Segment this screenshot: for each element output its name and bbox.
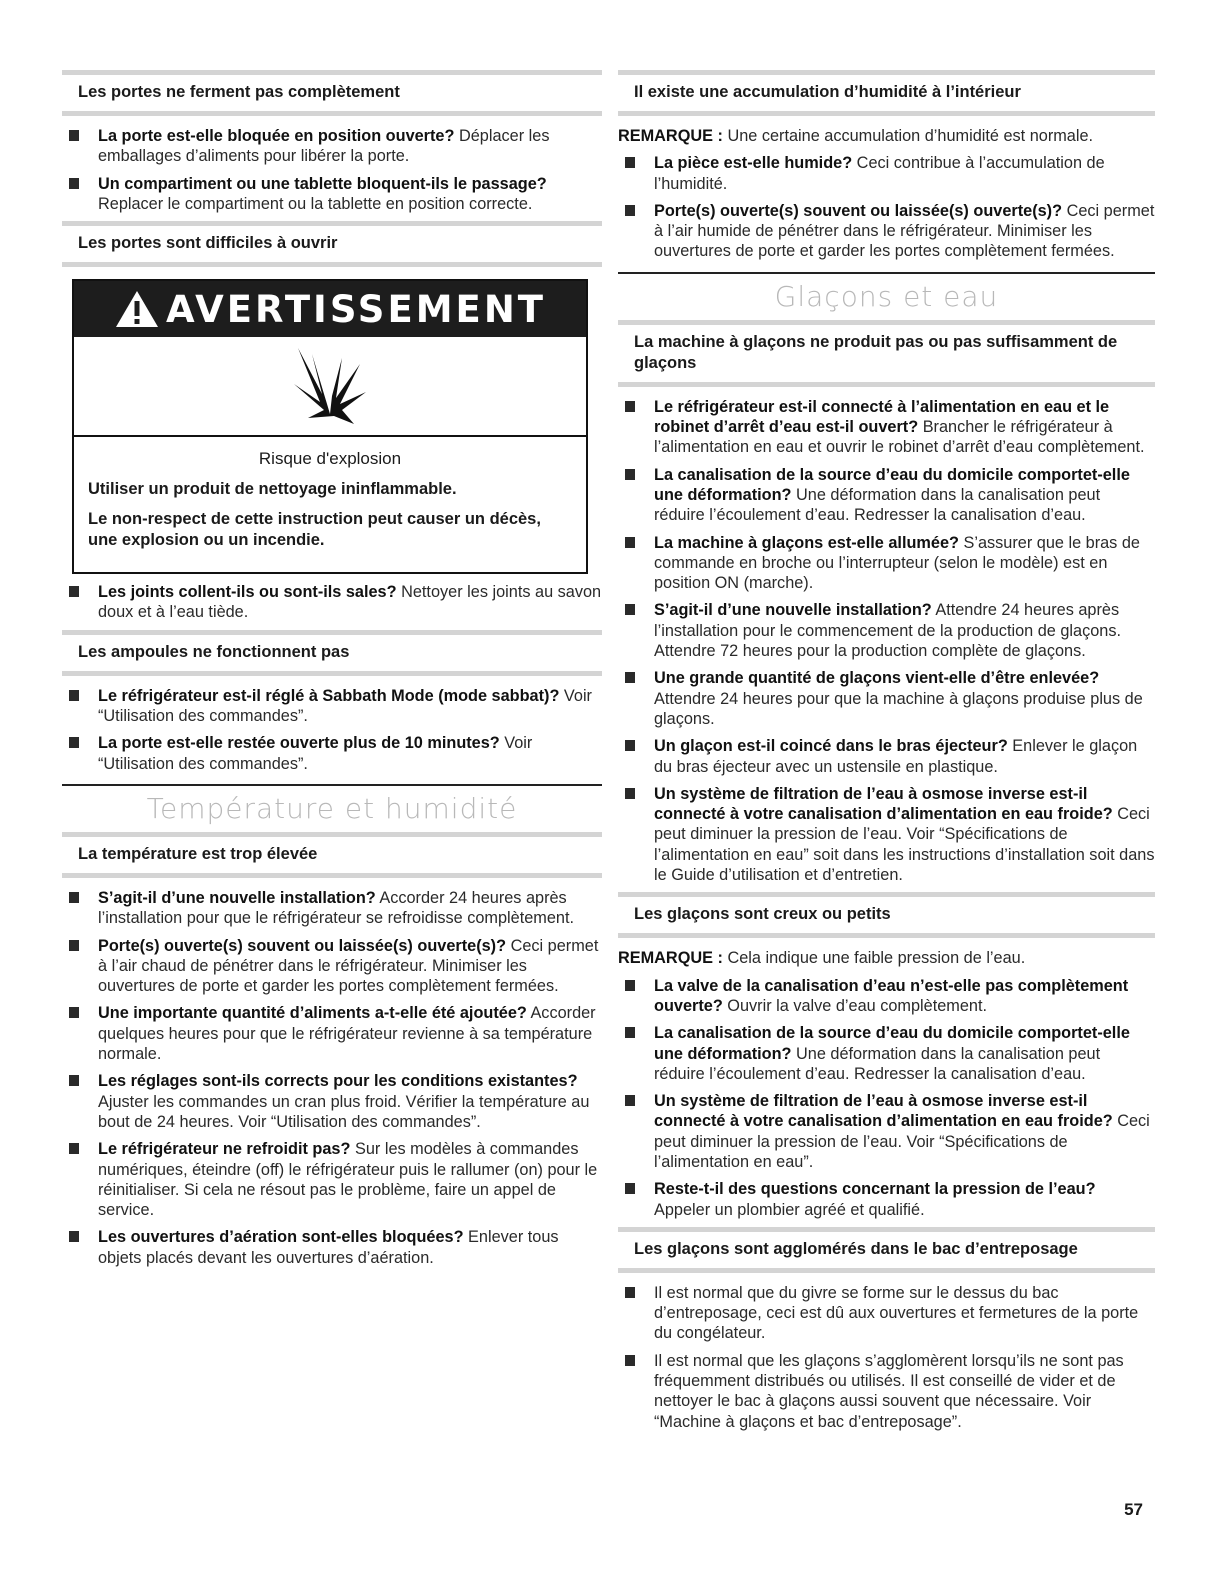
bullet-square-icon	[625, 1183, 635, 1194]
item-question: S’agit-il d’une nouvelle installation?	[654, 601, 932, 620]
warning-body	[74, 437, 586, 572]
item-question: La porte est-elle restée ouverte plus de 10 minutes?	[98, 734, 500, 753]
item-question: Un glaçon est-il coincé dans le bras éjecteur?	[654, 737, 1008, 756]
bullet-square-icon	[625, 537, 635, 548]
item-question: Une grande quantité de glaçons vient-elle d’être enlevée?	[654, 669, 1100, 688]
item-answer: Il est normal que du givre se forme sur le dessus du bac d’entreposage, ceci est dû aux ouvertures et fermetures de la porte du congélateur.	[654, 1283, 1139, 1343]
list-item	[618, 153, 1155, 194]
warning-line: Le non-respect de cette instruction peut causer un décès, une explosion ou un incendie.	[88, 510, 541, 550]
explosion-icon	[290, 344, 370, 428]
item-question: Un système de filtration de l’eau à osmose inverse est-il connecté à votre canalisation d’alimentation en eau froide?	[654, 1092, 1113, 1131]
item-question: Le réfrigérateur est-il connecté à l’alimentation en eau et le robinet d’arrêt d’eau est-il ouvert?	[654, 397, 1110, 437]
bullet-list	[62, 888, 602, 1268]
bullet-square-icon	[625, 1027, 635, 1038]
list-item	[618, 600, 1155, 661]
bullet-square-icon	[69, 1007, 79, 1018]
item-answer: Voir “Utilisation des commandes”.	[98, 734, 533, 773]
list-item	[62, 733, 602, 774]
item-question: Porte(s) ouverte(s) souvent ou laissée(s) ouverte(s)?	[98, 936, 507, 955]
list-item	[618, 976, 1155, 1017]
bullet-list	[618, 397, 1155, 886]
item-question: La canalisation de la source d’eau du domicile comportet-elle une déformation?	[654, 1024, 1130, 1063]
list-item	[62, 582, 602, 623]
list-item	[618, 1351, 1155, 1432]
bullet-square-icon	[625, 788, 635, 799]
warning-box	[72, 279, 588, 574]
bullet-square-icon	[625, 604, 635, 615]
note-label: REMARQUE :	[618, 949, 723, 968]
note-text: Cela indique une faible pression de l’eau.	[722, 949, 1026, 968]
item-answer: Sur les modèles à commandes numériques, éteindre (off) le réfrigérateur puis le rallumer (on) pour le réinitialiser. Si cela ne résout pas le problème, faire un appel de service.	[98, 1140, 598, 1220]
item-answer: Voir “Utilisation des commandes”.	[98, 686, 592, 726]
subheading: Les glaçons sont creux ou petits	[618, 892, 1155, 938]
item-question: La valve de la canalisation d’eau n’est-elle pas complètement ouverte?	[654, 976, 1129, 1015]
item-answer: Ceci peut diminuer la pression de l’eau. Voir “Spécifications de l’alimentation en eau”.	[654, 1112, 1150, 1171]
item-question: La porte est-elle bloquée en position ouverte?	[98, 127, 455, 145]
list-item	[62, 126, 602, 167]
bullet-square-icon	[69, 737, 79, 748]
item-answer: Ouvrir la valve d’eau complètement.	[722, 996, 988, 1015]
item-question: Un système de filtration de l’eau à osmose inverse est-il connecté à votre canalisation d’alimentation en eau froide?	[654, 784, 1113, 824]
bullet-square-icon	[69, 940, 79, 951]
item-answer: Attendre 24 heures après l’installation pour le commencement de la production de glaçons. Attendre 72 heures pour la production complète de glaçons.	[654, 601, 1121, 661]
note	[618, 948, 1155, 968]
bullet-square-icon	[625, 1287, 635, 1298]
bullet-square-icon	[69, 130, 79, 141]
item-question: La pièce est-elle humide?	[654, 154, 853, 173]
item-answer: Une déformation dans la canalisation peut réduire l’écoulement d’eau. Redresser la canalisation d’eau.	[654, 485, 1101, 525]
item-question: Les joints collent-ils ou sont-ils sales?	[98, 583, 397, 602]
list-item	[62, 1139, 602, 1220]
left-column	[62, 70, 602, 1275]
bullet-square-icon	[69, 892, 79, 903]
item-answer: Attendre 24 heures pour que la machine à glaçons produise plus de glaçons.	[654, 689, 1143, 728]
subheading: Il existe une accumulation d’humidité à l’intérieur	[618, 70, 1155, 116]
list-item	[62, 686, 602, 727]
item-question: La canalisation de la source d’eau du domicile comportet-elle une déformation?	[654, 465, 1130, 504]
item-answer: Ajuster les commandes un cran plus froid. Vérifier la température au bout de 24 heures. Voir “Utilisation des commandes”.	[98, 1092, 590, 1131]
item-answer: Enlever le glaçon du bras éjecteur avec un ustensile en plastique.	[654, 737, 1138, 776]
item-question: S’agit-il d’une nouvelle installation?	[98, 888, 376, 907]
item-question: Le réfrigérateur est-il réglé à Sabbath Mode (mode sabbat)?	[98, 686, 560, 705]
bullet-square-icon	[625, 157, 635, 168]
list-item	[62, 936, 602, 997]
bullet-list	[62, 582, 602, 623]
bullet-list	[618, 1283, 1155, 1432]
bullet-square-icon	[625, 1095, 635, 1106]
risk-label: Risque d'explosion	[258, 449, 402, 469]
item-question: Porte(s) ouverte(s) souvent ou laissée(s) ouverte(s)?	[654, 201, 1063, 220]
bullet-square-icon	[625, 740, 635, 751]
list-item	[618, 533, 1155, 594]
list-item	[618, 201, 1155, 262]
item-answer: Ceci permet à l’air chaud de pénétrer dans le réfrigérateur. Minimiser les ouvertures de porte et garder les portes complètement fermées.	[98, 936, 599, 996]
bullet-square-icon	[625, 401, 635, 412]
list-item	[618, 397, 1155, 458]
bullet-square-icon	[625, 1355, 635, 1366]
list-item	[618, 736, 1155, 777]
list-item	[618, 668, 1155, 729]
bullet-square-icon	[69, 586, 79, 597]
note	[618, 126, 1155, 146]
list-item	[62, 1003, 602, 1064]
bullet-square-icon	[69, 1075, 79, 1086]
list-item	[618, 1179, 1155, 1220]
item-answer: Nettoyer les joints au savon doux et à l’eau tiède.	[98, 583, 602, 622]
bullet-square-icon	[69, 1143, 79, 1154]
page-number: 57	[1124, 1500, 1143, 1519]
bullet-square-icon	[625, 205, 635, 216]
item-answer: Enlever tous objets placés devant les ouvertures d’aération.	[98, 1228, 559, 1267]
item-answer: S’assurer que le bras de commande en broche ou l’interrupteur (selon le modèle) est en position ON (marche).	[654, 533, 1140, 593]
bullet-list	[62, 686, 602, 774]
subheading: Les portes ne ferment pas complètement	[62, 70, 602, 116]
item-question: Les réglages sont-ils corrects pour les conditions existantes?	[98, 1072, 578, 1091]
bullet-square-icon	[625, 469, 635, 480]
section-title: Glaçons et eau	[618, 272, 1155, 314]
section-title: Température et humidité	[62, 784, 602, 826]
list-item	[618, 465, 1155, 526]
item-question: Un compartiment ou une tablette bloquent-ils le passage?	[98, 174, 547, 193]
item-answer: Ceci permet à l’air humide de pénétrer dans le réfrigérateur. Minimiser les ouvertures de porte et garder les portes complètement fermées.	[654, 201, 1155, 261]
item-question: Une importante quantité d’aliments a-t-elle été ajoutée?	[98, 1004, 527, 1023]
item-answer: Déplacer les emballages d’aliments pour libérer la porte.	[98, 127, 550, 166]
bullet-square-icon	[69, 690, 79, 701]
bullet-square-icon	[69, 1231, 79, 1242]
list-item	[618, 1023, 1155, 1084]
list-item	[618, 1091, 1155, 1172]
warning-header	[74, 281, 586, 337]
explosion-pictogram	[74, 337, 586, 437]
subheading: Les portes sont difficiles à ouvrir	[62, 221, 602, 267]
item-answer: Une déformation dans la canalisation peut réduire l’écoulement d’eau. Redresser la canalisation d’eau.	[654, 1044, 1101, 1083]
note-text: Une certaine accumulation d’humidité est normale.	[722, 127, 1094, 145]
list-item	[62, 888, 602, 929]
bullet-square-icon	[625, 980, 635, 991]
item-answer: Ceci peut diminuer la pression de l’eau. Voir “Spécifications de l’alimentation en eau” soit dans les instructions d’installation soit dans le Guide d’utilisation et d’entretien.	[654, 805, 1155, 885]
list-item	[62, 174, 602, 215]
item-question: Reste-t-il des questions concernant la pression de l’eau?	[654, 1180, 1096, 1199]
note-label: REMARQUE :	[618, 127, 723, 145]
bullet-list	[62, 126, 602, 214]
item-question: La machine à glaçons est-elle allumée?	[654, 533, 959, 552]
subheading: La machine à glaçons ne produit pas ou pas suffisamment de glaçons	[618, 320, 1155, 387]
item-answer: Ceci contribue à l’accumulation de l’humidité.	[654, 154, 1105, 193]
warning-line: Utiliser un produit de nettoyage ininflammable.	[88, 480, 457, 499]
warning-title: AVERTISSEMENT	[165, 287, 547, 331]
item-answer: Replacer le compartiment ou la tablette en position correcte.	[98, 194, 533, 213]
item-question: Le réfrigérateur ne refroidit pas?	[98, 1140, 351, 1159]
bullet-list	[618, 153, 1155, 261]
item-answer: Il est normal que les glaçons s’agglomèrent lorsqu’ils ne sont pas fréquemment distribués ou utilisés. Il est conseillé de vider et de nettoyer le bac à glaçons aussi souvent que nécessaire. Voir “Machine à glaçons et bac d’entreposage”.	[654, 1351, 1124, 1431]
bullet-square-icon	[625, 672, 635, 683]
warning-triangle-icon	[114, 289, 160, 329]
item-answer: Accorder quelques heures pour que le réfrigérateur revienne à sa température normale.	[98, 1004, 596, 1064]
item-question: Les ouvertures d’aération sont-elles bloquées?	[98, 1228, 464, 1247]
bullet-square-icon	[69, 178, 79, 189]
bullet-list	[618, 976, 1155, 1220]
item-answer: Brancher le réfrigérateur à l’alimentation en eau et ouvrir le robinet d’arrêt d’eau complètement.	[654, 418, 1145, 457]
right-column	[618, 70, 1155, 1439]
list-item	[618, 1283, 1155, 1344]
item-answer: Appeler un plombier agréé et qualifié.	[654, 1200, 925, 1219]
subheading: La température est trop élevée	[62, 832, 602, 878]
list-item	[62, 1071, 602, 1132]
subheading: Les glaçons sont agglomérés dans le bac d’entreposage	[618, 1227, 1155, 1273]
subheading: Les ampoules ne fonctionnent pas	[62, 630, 602, 676]
list-item	[618, 784, 1155, 885]
list-item	[62, 1227, 602, 1268]
item-answer: Accorder 24 heures après l’installation pour que le réfrigérateur se refroidisse complètement.	[98, 888, 575, 928]
